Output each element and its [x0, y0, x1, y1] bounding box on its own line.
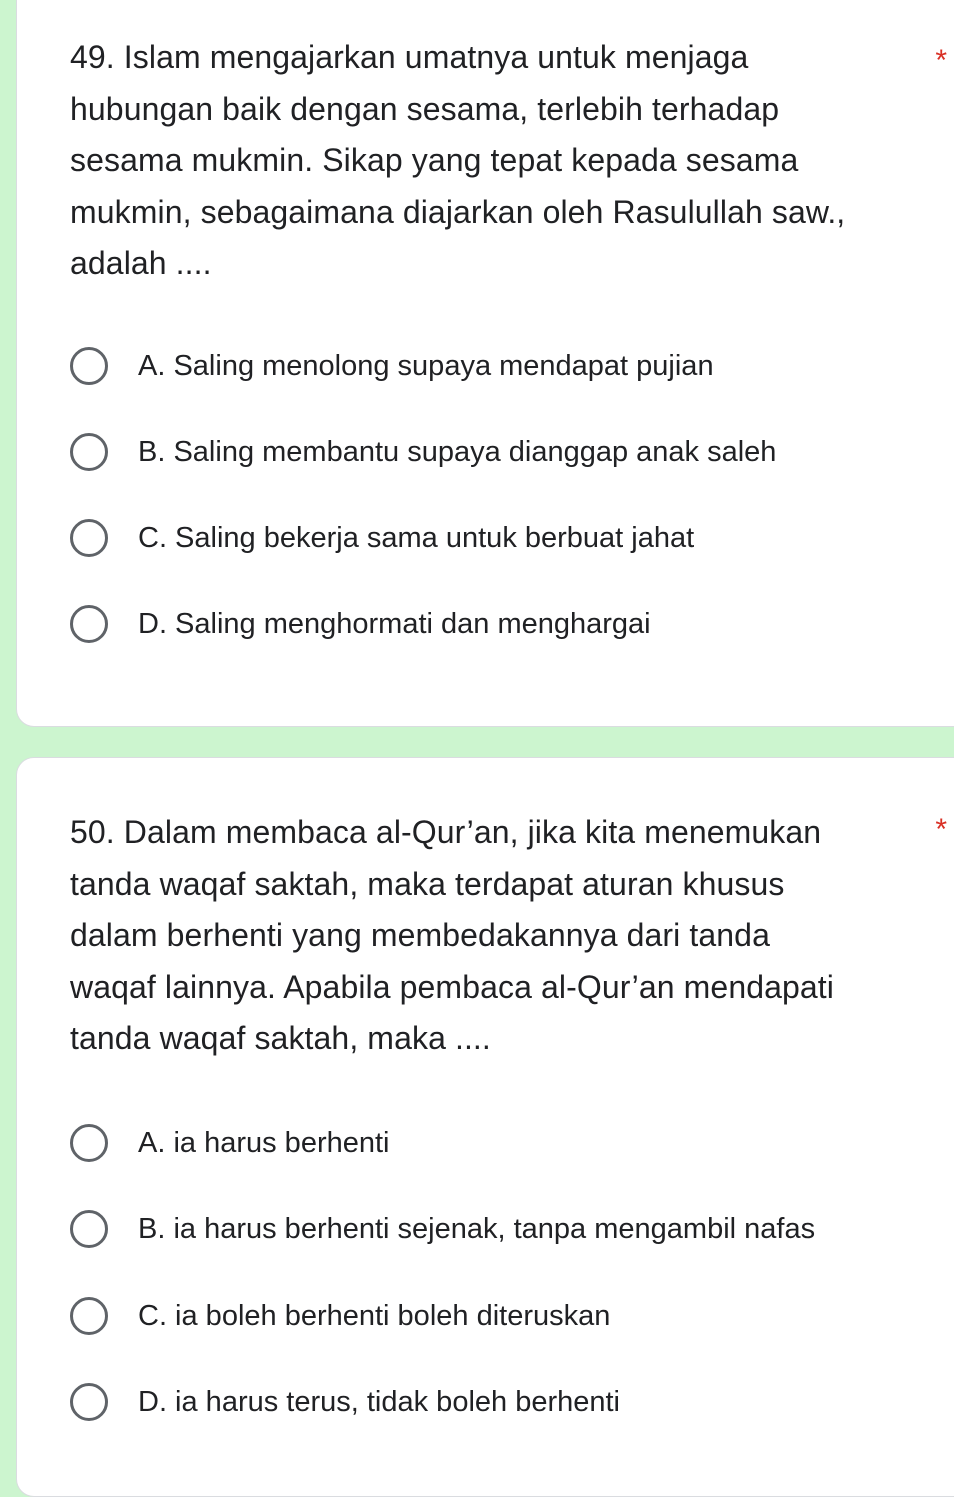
question-line: dalam berhenti yang membedakannya dari tanda: [70, 917, 770, 953]
option-label: D. Saling menghormati dan menghargai: [138, 608, 651, 640]
question-line: adalah ....: [70, 245, 212, 281]
question-line: sesama mukmin. Sikap yang tepat kepada sesama: [70, 142, 799, 178]
option-50-d[interactable]: [70, 1380, 620, 1424]
option-50-a[interactable]: [70, 1121, 389, 1165]
option-49-d[interactable]: [70, 602, 651, 646]
option-label: D. ia harus terus, tidak boleh berhenti: [138, 1386, 620, 1418]
question-line: waqaf lainnya. Apabila pembaca al-Qur’an mendapati: [70, 968, 834, 1005]
radio-button-icon[interactable]: [70, 519, 108, 557]
question-text-50: [70, 807, 870, 1065]
option-label: B. Saling membantu supaya dianggap anak saleh: [138, 436, 777, 468]
radio-button-icon[interactable]: [70, 1297, 108, 1335]
question-line: tanda waqaf saktah, maka terdapat aturan khusus: [70, 865, 785, 902]
radio-button-icon[interactable]: [70, 347, 108, 385]
option-49-c[interactable]: [70, 516, 694, 560]
question-line: hubungan baik dengan sesama, terlebih terhadap: [70, 90, 780, 127]
question-line: 50. Dalam membaca al-Qur’an, jika kita menemukan: [70, 814, 822, 850]
radio-button-icon[interactable]: [70, 605, 108, 643]
question-card-49: [16, 0, 954, 727]
option-label: B. ia harus berhenti sejenak, tanpa mengambil nafas: [138, 1213, 816, 1245]
radio-button-icon[interactable]: [70, 1124, 108, 1162]
question-text-49: [70, 32, 870, 290]
required-asterisk-icon: *: [935, 813, 947, 846]
option-49-a[interactable]: [70, 344, 714, 388]
question-line: tanda waqaf saktah, maka ....: [70, 1020, 491, 1056]
option-label: A. ia harus berhenti: [138, 1127, 390, 1159]
option-50-c[interactable]: [70, 1294, 610, 1338]
radio-button-icon[interactable]: [70, 1210, 108, 1248]
option-label: A. Saling menolong supaya mendapat pujian: [138, 350, 714, 382]
question-line: mukmin, sebagaimana diajarkan oleh Rasulullah saw.,: [70, 193, 846, 230]
question-line: 49. Islam mengajarkan umatnya untuk menjaga: [70, 39, 749, 75]
required-asterisk-icon: *: [935, 44, 947, 77]
option-49-b[interactable]: [70, 430, 776, 474]
option-label: C. Saling bekerja sama untuk berbuat jahat: [138, 522, 695, 554]
option-label: C. ia boleh berhenti boleh diteruskan: [138, 1300, 611, 1332]
radio-button-icon[interactable]: [70, 433, 108, 471]
question-card-50: [16, 757, 954, 1497]
option-50-b[interactable]: [70, 1207, 815, 1251]
radio-button-icon[interactable]: [70, 1383, 108, 1421]
